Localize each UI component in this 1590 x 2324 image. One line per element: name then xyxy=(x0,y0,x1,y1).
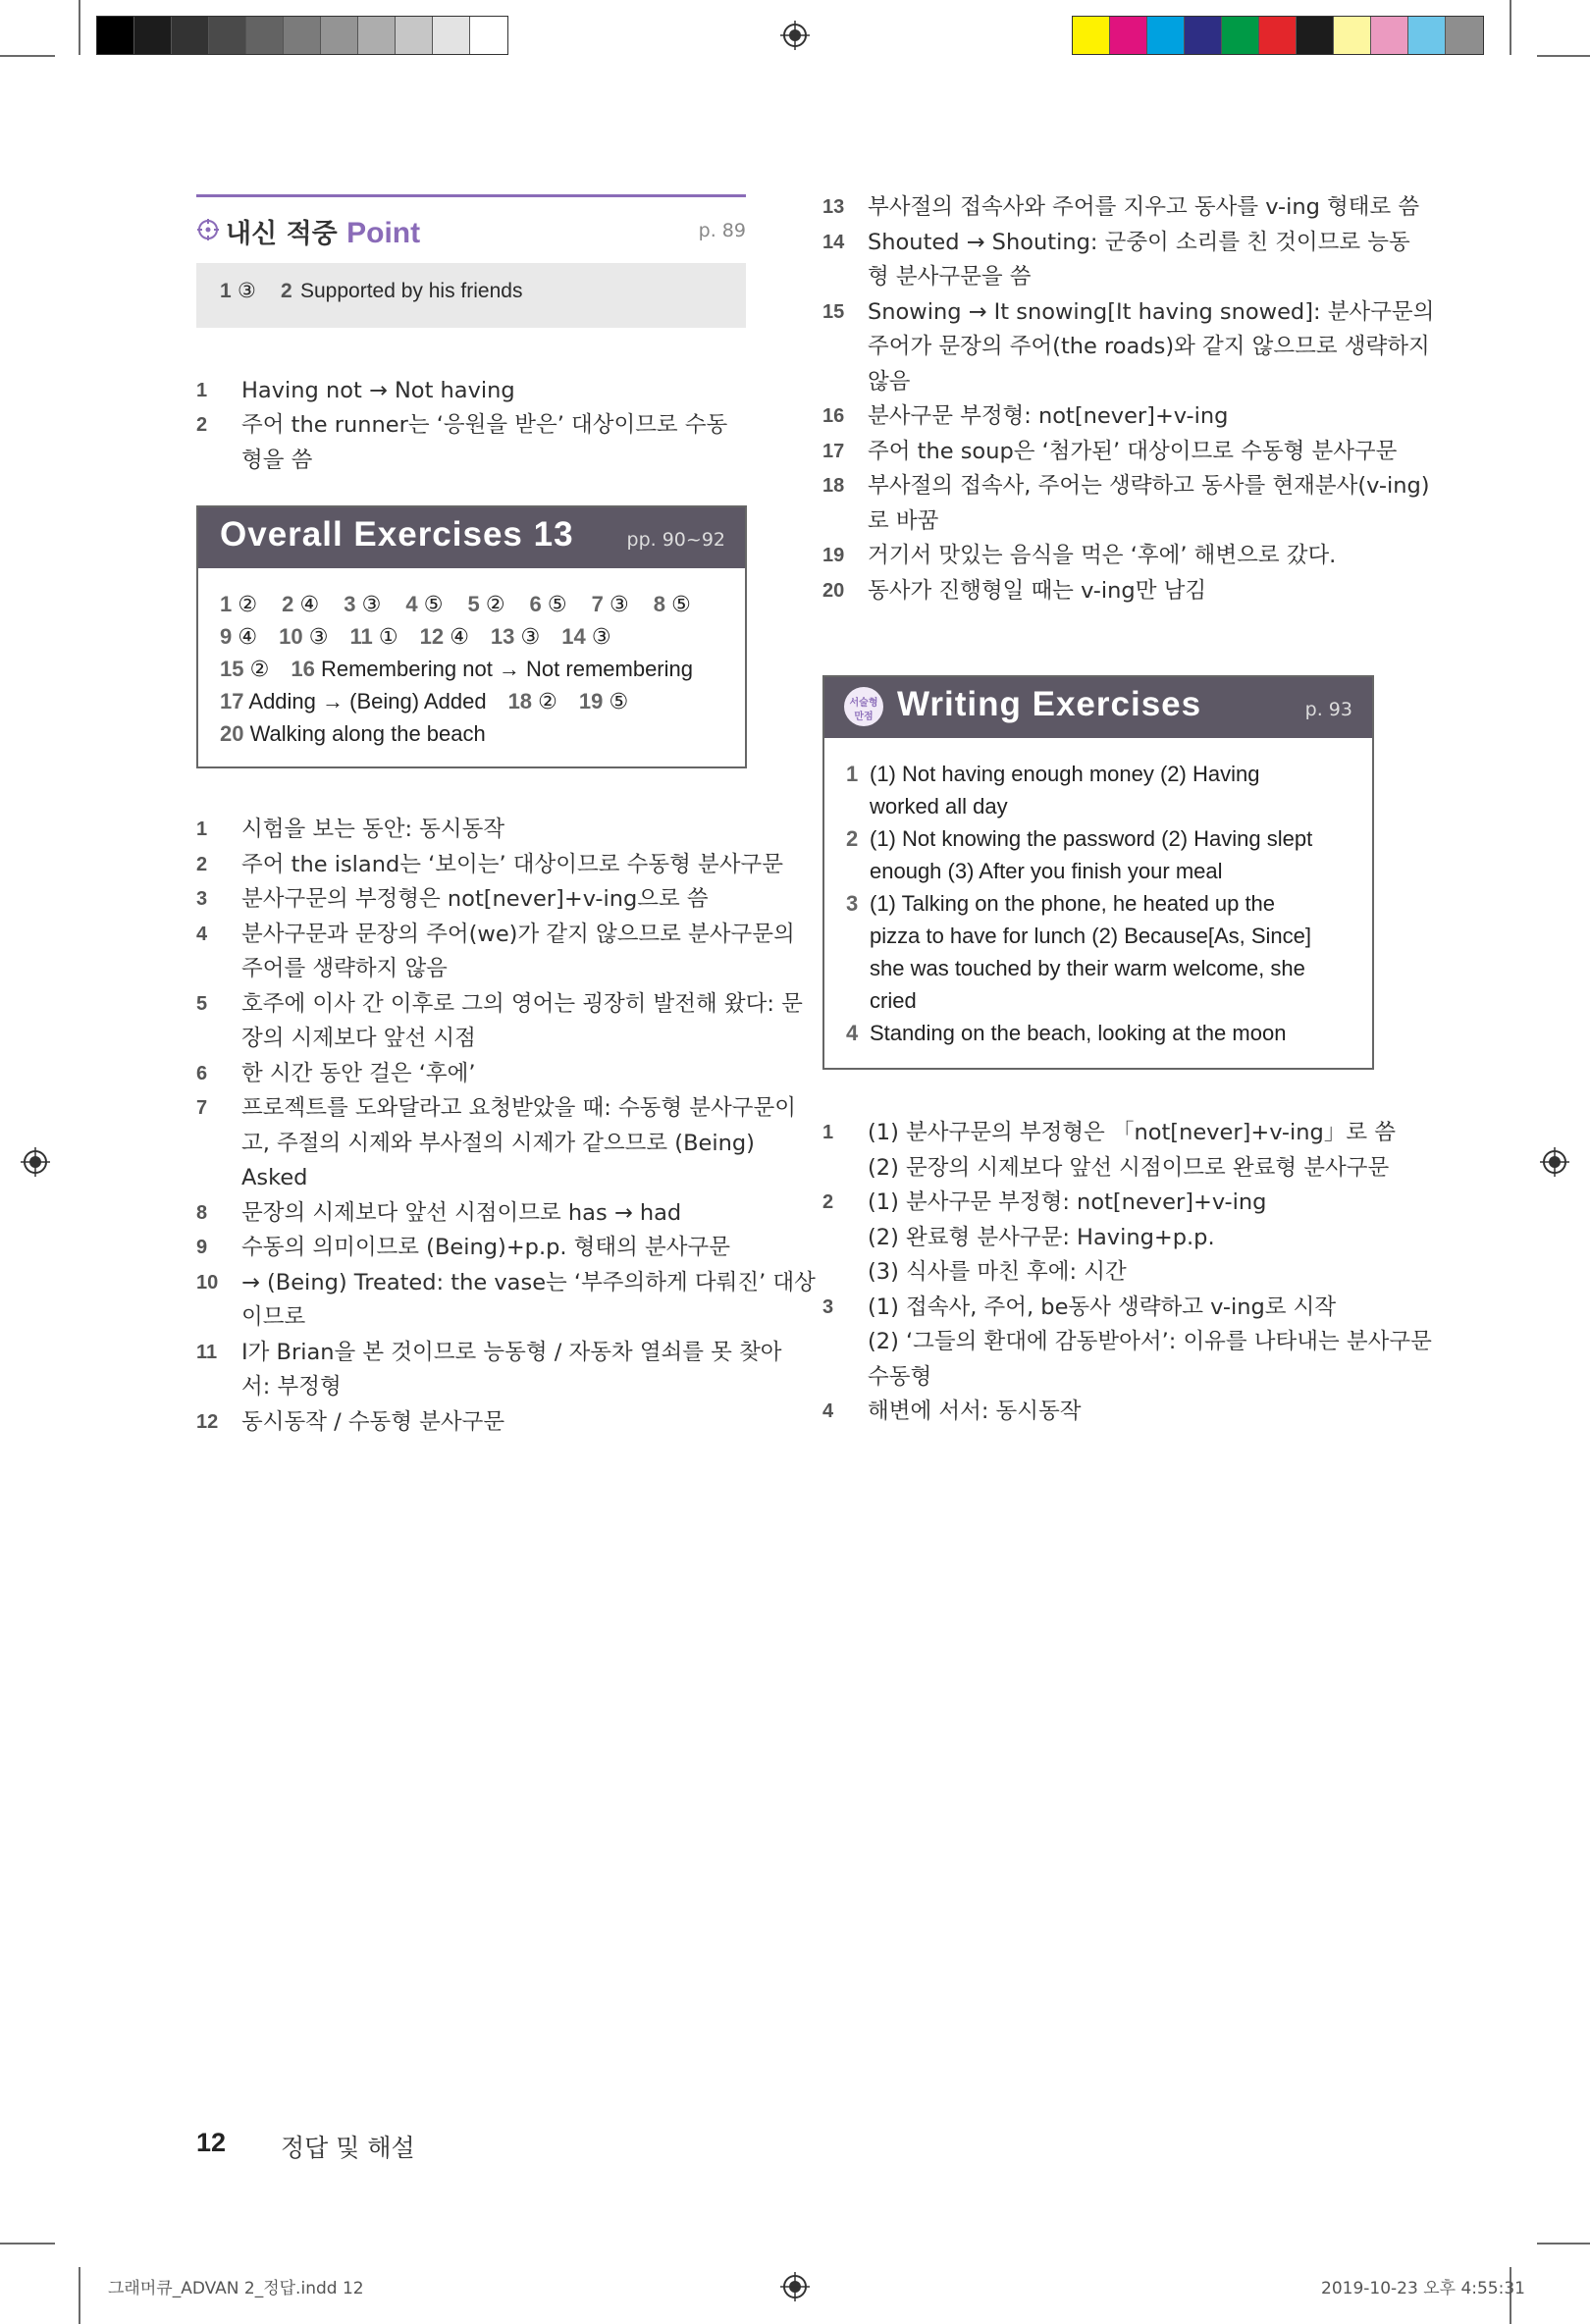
note-text: 주어 the runner는 ‘응원을 받은’ 대상이므로 수동형을 씀 xyxy=(241,412,728,473)
answer-line xyxy=(220,588,691,621)
answer-number: 2 xyxy=(846,826,859,851)
answer-text: ② xyxy=(485,593,505,617)
answer-text: Walking along the beach xyxy=(249,721,486,746)
overall-page-ref: pp. 90~92 xyxy=(626,529,725,551)
answer-line xyxy=(220,653,693,686)
answer-text: ⑤ xyxy=(609,690,629,714)
answer-number: 16 xyxy=(291,657,315,681)
note-number: 3 xyxy=(196,888,208,910)
color-swatch xyxy=(97,17,134,54)
answer-text: ③ xyxy=(520,625,541,650)
note-item xyxy=(196,1056,756,1091)
answer-line: she was touched by their warm welcome, she xyxy=(870,956,1305,980)
answer-number: 20 xyxy=(220,721,244,746)
note-line: Shouted → Shouting: 군중이 소리를 친 것이므로 능동 xyxy=(868,229,1410,255)
point-section-header xyxy=(196,208,746,247)
note-line: I가 Brian을 본 것이므로 능동형 / 자동차 열쇠를 못 찾아 xyxy=(241,1339,782,1365)
note-item xyxy=(822,294,1435,399)
note-number: 9 xyxy=(196,1237,208,1258)
note-line: (1) 분사구문 부정형: not[never]+v-ing xyxy=(868,1189,1267,1215)
answer-number: 7 xyxy=(591,592,604,616)
answer-text: ① xyxy=(378,625,398,650)
note-line: 주어를 생략하지 않음 xyxy=(241,956,448,981)
note-line: (1) 분사구문의 부정형은 「not[never]+v-ing」로 씀 xyxy=(868,1120,1396,1145)
note-number: 11 xyxy=(196,1341,218,1363)
note-item xyxy=(822,1185,1382,1290)
note-number: 19 xyxy=(822,545,845,566)
note-number: 5 xyxy=(196,992,208,1015)
note-line: Asked xyxy=(241,1165,308,1190)
answer-text: ② xyxy=(249,658,270,682)
note-line: 수동형 xyxy=(868,1363,932,1390)
point-page-ref: p. 89 xyxy=(698,220,746,241)
writing-exercises-title: Writing Exercises xyxy=(897,685,1202,723)
point-note-item xyxy=(196,373,746,408)
answer-number: 1 xyxy=(220,280,232,302)
answer-line: pizza to have for lunch (2) Because[As, Since] xyxy=(870,924,1312,948)
note-item xyxy=(822,434,1398,469)
color-swatch xyxy=(1110,17,1147,54)
note-item xyxy=(822,1394,1382,1429)
writing-page-ref: p. 93 xyxy=(1304,699,1352,720)
answer-text: ⑤ xyxy=(547,593,567,617)
answer-number: 1 xyxy=(846,762,859,786)
answer-number: 2 xyxy=(281,280,292,302)
color-swatch xyxy=(1147,17,1185,54)
note-number: 14 xyxy=(822,231,845,253)
note-item xyxy=(822,225,1410,294)
note-number: 3 xyxy=(822,1295,834,1318)
note-number: 4 xyxy=(196,923,208,945)
note-line: Snowing → It snowing[It having snowed]: 분사구문의 xyxy=(868,298,1435,325)
answer-number: 11 xyxy=(349,624,373,649)
note-text: Having not → Not having xyxy=(241,378,515,403)
note-number: 1 xyxy=(822,1122,834,1143)
note-line: 고, 주절의 시제와 부사절의 시제가 같으므로 (Being) xyxy=(241,1130,755,1156)
answer-text: ④ xyxy=(238,625,258,650)
note-line: 로 바꿈 xyxy=(868,507,939,534)
answer-number: 15 xyxy=(220,657,244,681)
answer-number: 3 xyxy=(846,891,859,916)
answer-line: (1) Not knowing the password (2) Having slept xyxy=(870,826,1313,851)
registration-mark-icon xyxy=(780,2272,810,2301)
answer-number: 19 xyxy=(578,689,604,713)
target-icon xyxy=(196,218,220,241)
note-line: 부사절의 접속사와 주어를 지우고 동사를 v-ing 형태로 씀 xyxy=(868,194,1420,220)
section-label: 정답 및 해설 xyxy=(281,2134,415,2162)
answer-text: ③ xyxy=(308,625,329,650)
slug-timestamp: 2019-10-23 오후 4:55:31 xyxy=(1321,2279,1525,2298)
note-number: 1 xyxy=(196,380,208,401)
note-item xyxy=(822,573,1382,608)
note-item xyxy=(196,1090,796,1195)
note-item xyxy=(196,917,795,986)
process-color-bar xyxy=(1072,16,1484,55)
note-line: 서: 부정형 xyxy=(241,1374,342,1400)
badge-bottom-text: 만점 xyxy=(854,712,874,722)
answer-text: ④ xyxy=(450,625,469,650)
point-section-title xyxy=(226,212,420,250)
point-title-english: Point xyxy=(346,217,421,249)
answer-number: 4 xyxy=(405,592,418,616)
note-item xyxy=(196,881,756,917)
note-line: 동사가 진행형일 때는 v-ing만 남김 xyxy=(868,577,1207,604)
note-item xyxy=(822,1115,1396,1185)
note-item xyxy=(196,1404,756,1440)
note-number: 17 xyxy=(822,440,845,462)
badge-top-text: 서술형 xyxy=(849,698,878,709)
page-number: 12 xyxy=(196,2128,227,2157)
answer-line xyxy=(220,620,611,654)
registration-mark-icon xyxy=(21,1147,50,1177)
answer-number: 14 xyxy=(561,624,586,649)
note-line: 시험을 보는 동안: 동시동작 xyxy=(241,817,505,842)
answer-line xyxy=(220,685,628,718)
slug-file-info: 그래머큐_ADVAN 2_정답.indd 12 xyxy=(108,2279,364,2298)
note-number: 8 xyxy=(196,1201,208,1224)
note-line: 이므로 xyxy=(241,1304,306,1330)
overall-exercises-header xyxy=(198,507,745,568)
color-swatch xyxy=(470,17,507,54)
note-line: 문장의 시제보다 앞선 시점이므로 has → had xyxy=(241,1199,682,1226)
answer-text: Supported by his friends xyxy=(300,280,523,302)
note-line: 동시동작 / 수동형 분사구문 xyxy=(241,1408,505,1435)
color-swatch xyxy=(284,17,321,54)
note-number: 13 xyxy=(822,196,845,218)
answer-number: 5 xyxy=(467,592,480,616)
note-line: 주어가 문장의 주어(the roads)와 같지 않으므로 생략하지 xyxy=(868,334,1430,359)
note-item xyxy=(196,1195,756,1231)
note-number: 18 xyxy=(822,475,845,497)
color-swatch xyxy=(433,17,470,54)
writing-exercises-header xyxy=(824,677,1372,738)
color-swatch xyxy=(1297,17,1334,54)
note-item xyxy=(822,189,1420,225)
overall-exercises-title: Overall Exercises 13 xyxy=(220,515,574,554)
answer-text: ④ xyxy=(299,593,320,617)
answer-text: ② xyxy=(238,593,258,617)
note-item xyxy=(196,1335,782,1404)
answer-number: 12 xyxy=(419,624,445,649)
note-line: 한 시간 동안 걸은 ‘후에’ xyxy=(241,1060,476,1086)
answer-number: 4 xyxy=(846,1021,859,1045)
note-line: 해변에 서서: 동시동작 xyxy=(868,1399,1082,1424)
point-section-rule xyxy=(196,194,746,197)
note-item xyxy=(196,986,803,1056)
answer-number: 18 xyxy=(507,689,533,713)
color-swatch xyxy=(358,17,396,54)
color-swatch xyxy=(1259,17,1297,54)
note-item xyxy=(822,398,1382,434)
note-number: 1 xyxy=(196,819,208,840)
answer-number: 2 xyxy=(282,592,294,616)
answer-text: ③ xyxy=(610,593,629,617)
color-swatch xyxy=(396,17,433,54)
answer-number: 13 xyxy=(490,624,515,649)
answer-line: (1) Not having enough money (2) Having xyxy=(870,762,1260,786)
answer-line: cried xyxy=(870,988,917,1013)
color-swatch xyxy=(1408,17,1446,54)
note-number: 15 xyxy=(822,300,845,323)
answer-text: ⑤ xyxy=(671,593,691,617)
note-item xyxy=(196,1230,756,1265)
note-number: 2 xyxy=(196,853,208,875)
note-item xyxy=(822,538,1382,573)
note-number: 20 xyxy=(822,579,845,602)
note-line: 거기서 맛있는 음식을 먹은 ‘후에’ 해변으로 갔다. xyxy=(868,543,1337,568)
note-number: 2 xyxy=(196,414,208,436)
note-number: 10 xyxy=(196,1271,219,1294)
color-swatch xyxy=(1334,17,1371,54)
note-line: (1) 접속사, 주어, be동사 생략하고 v-ing로 시작 xyxy=(868,1294,1337,1320)
note-item xyxy=(822,1290,1432,1395)
note-line: (2) 완료형 분사구문: Having+p.p. xyxy=(868,1224,1215,1250)
registration-mark-icon xyxy=(780,21,810,50)
answer-line: (1) Talking on the phone, he heated up the xyxy=(870,891,1276,916)
color-swatch xyxy=(134,17,172,54)
note-line: 프로젝트를 도와달라고 요청받았을 때: 수동형 분사구문이 xyxy=(241,1095,796,1121)
note-number: 12 xyxy=(196,1410,219,1433)
note-number: 6 xyxy=(196,1062,208,1084)
answer-text: ③ xyxy=(591,625,611,650)
note-line: 장의 시제보다 앞선 시점 xyxy=(241,1026,476,1051)
color-swatch xyxy=(172,17,209,54)
badge-icon xyxy=(844,687,883,726)
note-line: (3) 식사를 마친 후에: 시간 xyxy=(868,1259,1127,1285)
answer-number: 9 xyxy=(220,624,233,649)
note-number: 2 xyxy=(822,1191,834,1213)
answer-text: ⑤ xyxy=(423,593,444,617)
answer-line xyxy=(220,717,486,750)
grayscale-color-bar xyxy=(96,16,508,55)
note-item xyxy=(196,812,756,847)
answer-number: 3 xyxy=(344,592,356,616)
color-swatch xyxy=(209,17,246,54)
answer-line: enough (3) After you finish your meal xyxy=(870,859,1223,883)
answer-text: Remembering not → Not remembering xyxy=(320,657,693,681)
note-line: 분사구문과 문장의 주어(we)가 같지 않으므로 분사구문의 xyxy=(241,921,795,947)
overall-exercises-box xyxy=(196,505,747,768)
answer-number: 1 xyxy=(220,592,233,616)
note-line: (2) ‘그들의 환대에 감동받아서’: 이유를 나타내는 분사구문 xyxy=(868,1329,1432,1354)
note-line: 호주에 이사 간 이후로 그의 영어는 굉장히 발전해 왔다: 문 xyxy=(241,990,803,1017)
answer-number: 6 xyxy=(529,592,542,616)
note-line: 형 분사구문을 씀 xyxy=(868,264,1032,290)
answer-line: Standing on the beach, looking at the moon xyxy=(870,1021,1287,1045)
note-number: 7 xyxy=(196,1097,208,1119)
note-line: 부사절의 접속사, 주어는 생략하고 동사를 현재분사(v-ing) xyxy=(868,473,1430,499)
note-item xyxy=(196,1265,816,1335)
answer-text: Adding → (Being) Added xyxy=(248,689,487,713)
color-swatch xyxy=(1185,17,1222,54)
point-answer-box xyxy=(196,263,746,328)
note-item xyxy=(196,847,783,882)
note-number: 16 xyxy=(822,405,845,427)
note-number: 4 xyxy=(822,1400,834,1422)
note-line: 않음 xyxy=(868,368,911,395)
note-line: (2) 문장의 시제보다 앞선 시점이므로 완료형 분사구문 xyxy=(868,1154,1390,1181)
note-item xyxy=(822,468,1430,538)
note-line: 분사구문의 부정형은 not[never]+v-ing으로 씀 xyxy=(241,886,709,912)
note-line: 수동의 의미이므로 (Being)+p.p. 형태의 분사구문 xyxy=(241,1235,730,1260)
answer-text: ③ xyxy=(238,279,256,302)
note-line: 주어 the soup은 ‘첨가된’ 대상이므로 수동형 분사구문 xyxy=(868,438,1398,464)
color-swatch xyxy=(246,17,284,54)
color-swatch xyxy=(321,17,358,54)
color-swatch xyxy=(1446,17,1483,54)
point-title-korean: 내신 적중 xyxy=(226,219,338,249)
note-line: → (Being) Treated: the vase는 ‘부주의하게 다뤄진’ 대상 xyxy=(241,1269,816,1295)
note-line: 분사구문 부정형: not[never]+v-ing xyxy=(868,403,1229,429)
answer-number: 17 xyxy=(220,689,244,713)
writing-exercises-box xyxy=(822,675,1374,1070)
registration-mark-icon xyxy=(1540,1147,1569,1177)
answer-number: 8 xyxy=(653,592,666,616)
point-note-item xyxy=(196,407,746,473)
answer-text: ② xyxy=(538,690,557,714)
color-swatch xyxy=(1222,17,1259,54)
answer-text: ③ xyxy=(361,593,382,617)
color-swatch xyxy=(1073,17,1110,54)
color-swatch xyxy=(1371,17,1408,54)
answer-line: worked all day xyxy=(870,794,1008,819)
note-line: 주어 the island는 ‘보이는’ 대상이므로 수동형 분사구문 xyxy=(241,851,783,877)
answer-number: 10 xyxy=(279,624,303,649)
